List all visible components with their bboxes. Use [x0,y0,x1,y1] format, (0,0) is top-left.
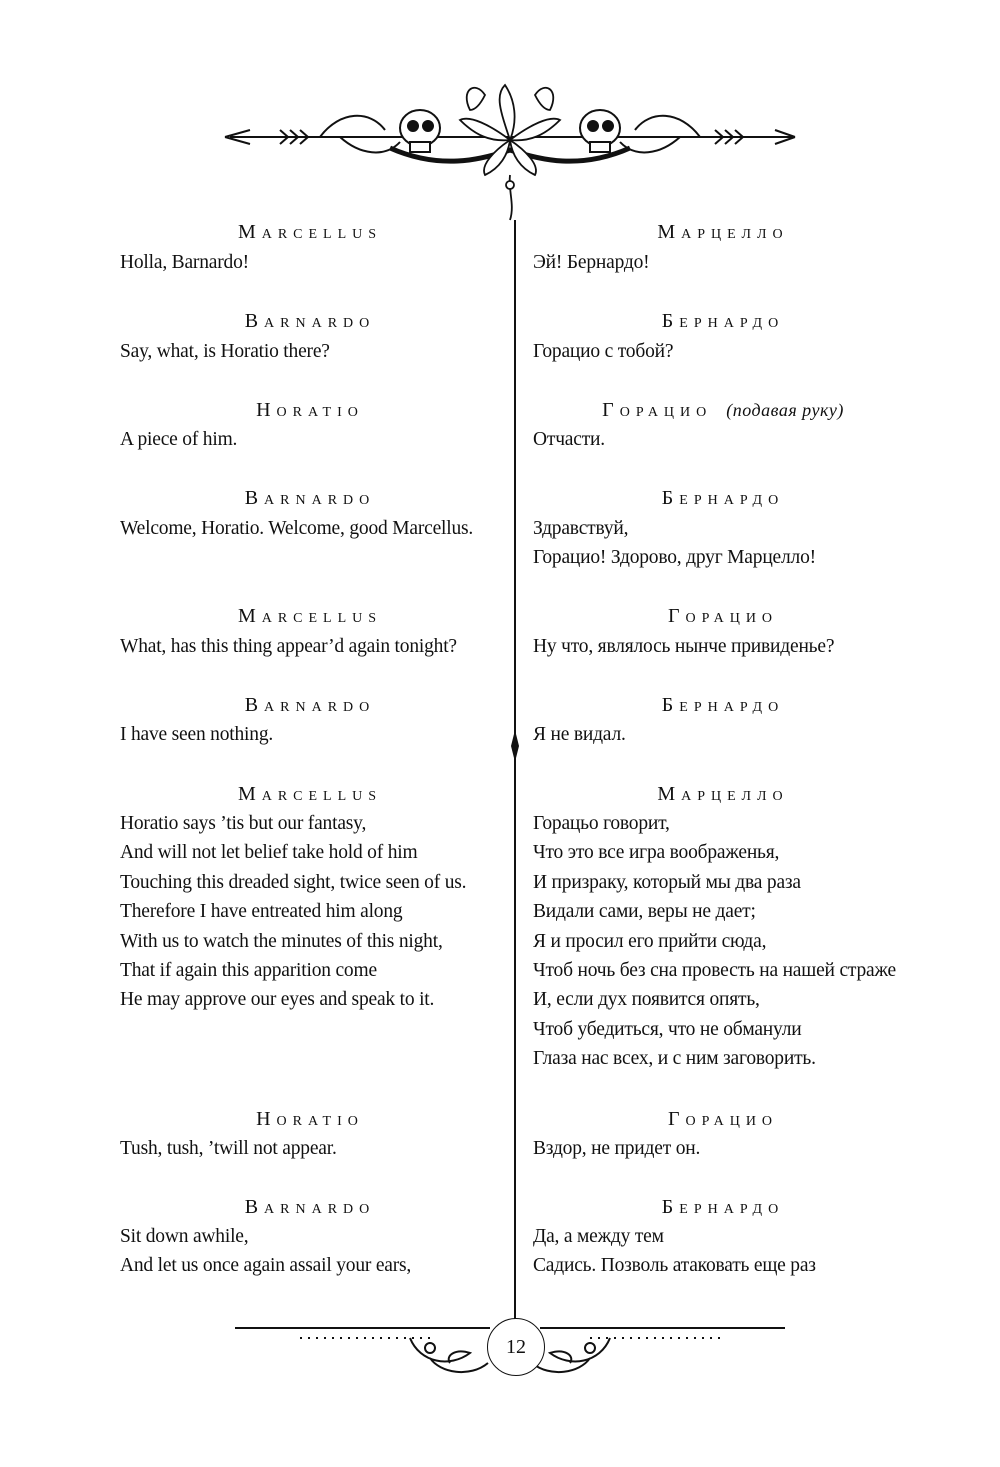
skull-icon [400,110,440,152]
speaker-name: Бернардо [661,1196,785,1218]
verse-line: Say, what, is Horatio there? [120,341,330,362]
verse-line: Что это все игра воображенья, [533,842,780,864]
speech-block [120,248,520,277]
speaker-name: Горацио [667,605,779,627]
speech-block [533,1134,933,1163]
verse-line: Да, а между тем [533,1226,664,1247]
speech-block [533,720,933,749]
verse-line: Здравствуй, [533,518,629,539]
speech-block [533,337,933,366]
verse-line: Чтоб убедиться, что не обманули [533,1018,802,1040]
speaker-name: Horatio [256,1108,364,1130]
speaker-name: Barnardo [244,1196,376,1218]
page-number: 12 [487,1318,545,1376]
verse-line: Горацио с тобой? [533,341,674,362]
verse-line: A piece of him. [120,429,238,450]
speaker-name: Barnardo [244,694,376,716]
stage-direction: (подавая руку) [726,400,844,420]
speech-block [120,632,520,661]
speaker-name: Бернардо [661,694,785,716]
speech-block [120,425,520,454]
speech-block [533,632,933,661]
speech-block [120,1222,520,1281]
verse-line: Holla, Barnardo! [120,252,249,273]
verse-line: Горацьо говорит, [533,813,670,834]
verse-line: Ну что, являлось нынче привиденье? [533,636,835,657]
speaker-name: Horatio [256,399,364,421]
speaker-name: Марцелло [657,783,789,805]
verse-line: Welcome, Horatio. Welcome, good Marcellus. [120,518,474,539]
speech-block [120,337,520,366]
verse-line: What, has this thing appear’d again tonight? [120,636,457,657]
speaker-name: Бернардо [661,310,785,332]
speaker-name: Бернардо [661,487,785,509]
verse-line: He may approve our eyes and speak to it. [120,989,435,1011]
verse-line: Я и просил его прийти сюда, [533,930,767,952]
verse-line: Горацио! Здорово, друг Марцелло! [533,547,816,569]
verse-line: Sit down awhile, [120,1226,249,1247]
speech-block [120,809,520,1015]
speaker-name: Горацио [667,1108,779,1130]
speaker-name: Горацио [602,399,713,421]
speech-block [533,248,933,277]
verse-line: И, если дух появится опять, [533,989,760,1011]
speech-block [533,809,933,1074]
speaker-name: Barnardo [244,487,376,509]
verse-line: Отчасти. [533,429,605,450]
speech-block [120,720,520,749]
speaker-with-direction [533,398,913,422]
verse-line: And will not let belief take hold of him [120,842,418,864]
verse-line: Эй! Бернардо! [533,252,650,273]
speaker-name: Marcellus [237,221,383,243]
verse-line: And let us once again assail your ears, [120,1255,412,1277]
speech-block [533,1222,933,1281]
verse-line: Tush, tush, ’twill not appear. [120,1138,337,1159]
verse-line: И призраку, который мы два раза [533,871,801,893]
verse-line: That if again this apparition come [120,960,377,982]
verse-line: Horatio says ’tis but our fantasy, [120,813,367,834]
speaker-name: Марцелло [657,221,789,243]
verse-line: Я не видал. [533,724,626,745]
verse-line: With us to watch the minutes of this night, [120,930,443,952]
speech-block [533,425,933,454]
speech-block [120,1134,520,1163]
speech-block [120,514,520,543]
verse-line: Чтоб ночь без сна провесть на нашей страже [533,960,896,982]
speaker-name: Marcellus [237,783,383,805]
verse-line: Глаза нас всех, и с ним заговорить. [533,1048,816,1070]
verse-line: I have seen nothing. [120,724,274,745]
speaker-name: Marcellus [237,605,383,627]
skull-icon [580,110,620,152]
speaker-name: Barnardo [244,310,376,332]
verse-line: Therefore I have entreated him along [120,901,403,923]
verse-line: Видали сами, веры не дает; [533,901,756,923]
verse-line: Touching this dreaded sight, twice seen of us. [120,871,467,893]
verse-line: Садись. Позволь атаковать еще раз [533,1255,816,1277]
speech-block [533,514,933,573]
verse-line: Вздор, не придет он. [533,1138,701,1159]
